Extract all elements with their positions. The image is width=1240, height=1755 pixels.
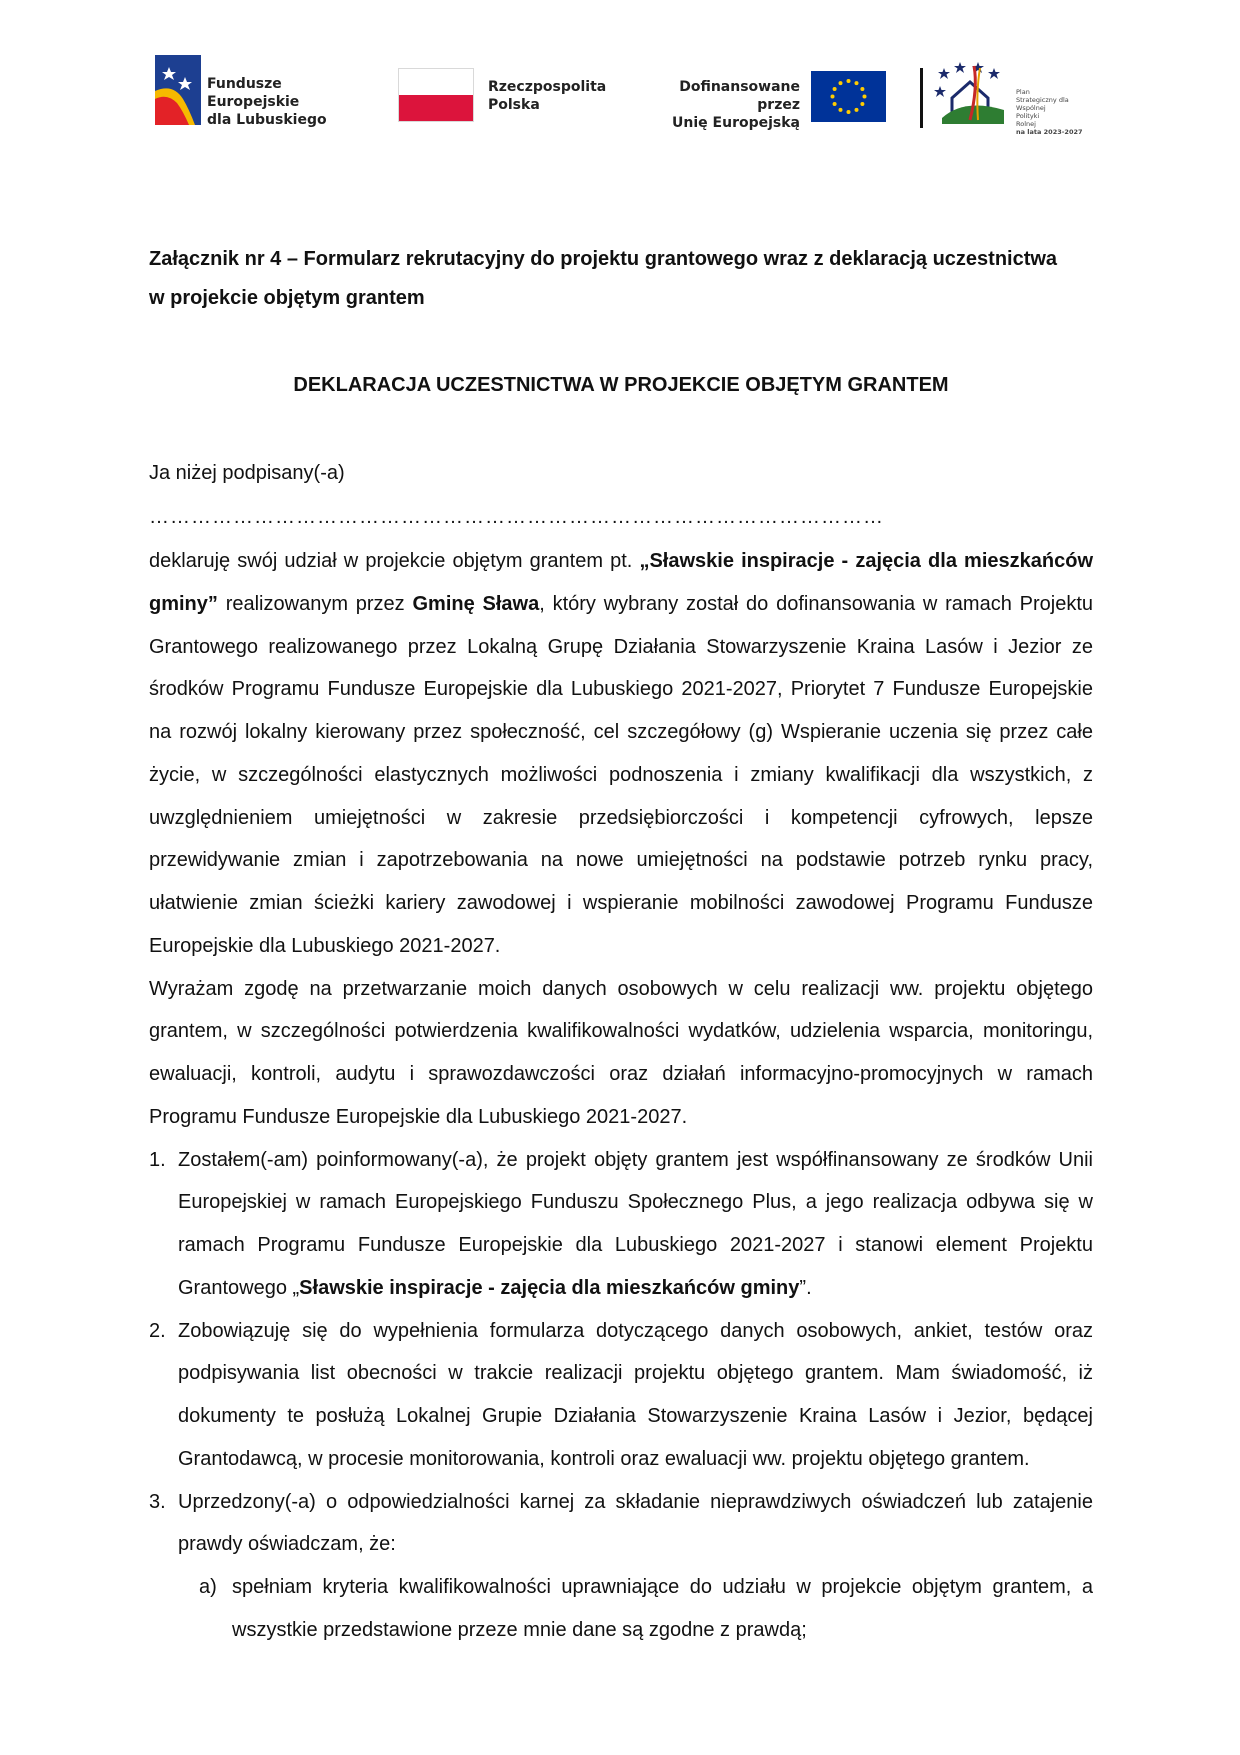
list-item-text-end: ”. [799, 1276, 812, 1299]
para1-text3: , który wybrany został do dofinansowania w ramach Projektu Grantowego realizowanego przez Lokalną Grupę Działania Stowarzyszenie Kraina Lasów i Jezior ze środków Programu Fundusze Europejskie dla Lubuskiego 2021-2027, Priorytet 7 Fundusze Europejskie na rozwój lokalny kierowany przez społeczność, cel szczegółowy (g) Wspieranie uczenia się przez całe życie, w szczególności elastycznych możliwości podnoszenia i zmiany kwalifikacji dla wszystkich, z uwzględnieniem umiejętności w zakresie przedsiębiorczości i kompetencji cyfrowych, lepsze przewidywanie zmian i zapotrzebowania na nowe umiejętności na podstawie potrzeb rynku pracy, ułatwienie zmian ścieżki kariery zawodowej i wspieranie mobilności zawodowej Programu Fundusze Europejskie dla Lubuskiego 2021-2027. [149, 592, 1094, 957]
attachment-heading-line2: w projekcie objętym grantem [149, 287, 425, 309]
document-title: DEKLARACJA UCZESTNICTWA W PROJEKCIE OBJĘTYM GRANTEM [293, 374, 949, 396]
psp-logo-line5: Rolnej [1016, 120, 1036, 128]
fe-logo-line2: dla Lubuskiego [207, 112, 327, 128]
declaration-list [149, 1139, 1093, 1652]
fe-logo-line1: Fundusze Europejskie [207, 76, 300, 110]
list-item-text: Zostałem(-am) poinformowany(-a), że projekt objęty grantem jest współfinansowany ze środków Unii Europejskiej w ramach Europejskiego Funduszu Społecznego Plus, a jego realizacja odbywa się w ramach Programu Fundusze Europejskie dla Lubuskiego 2021-2027 i stanowi element Projektu Grantowego „ [178, 1148, 1093, 1299]
list-item-number: 3. [149, 1490, 166, 1513]
sublist-item-text: spełniam kryteria kwalifikowalności uprawniające do udziału w projekcie objętym grantem, a wszystkie przedstawione przeze mnie dane są zgodne z prawdą; [232, 1576, 1093, 1641]
list-item-text: Uprzedzony(-a) o odpowiedzialności karnej za składanie nieprawdziwych oświadczeń lub zatajenie prawdy oświadczam, że: [178, 1490, 1093, 1556]
rp-logo-line2: Polska [488, 97, 540, 113]
list-item [149, 1310, 1093, 1481]
attachment-heading [149, 240, 1093, 318]
declaration-paragraph [149, 540, 1093, 968]
logo-bar [0, 0, 1240, 150]
list-item-text: Zobowiązuję się do wypełnienia formularza dotyczącego danych osobowych, ankiet, testów oraz podpisywania list obecności w trakcie realizacji projektu objętego grantem. Mam świadomość, iż dokumenty te posłużą Lokalnej Grupie Działania Stowarzyszenie Kraina Lasów i Jezior, będącej Grantodawcą, w procesie monitorowania, kontroli oraz ewaluacji ww. projektu objętego grantem. [178, 1319, 1093, 1470]
para1-text1: deklaruję swój udział w projekcie objętym grantem pt. [149, 550, 640, 572]
municipality-name: Gminę Sława [412, 592, 540, 615]
sublist-item-letter: a) [199, 1576, 217, 1598]
eu-flag-icon [811, 71, 886, 122]
list-item [149, 1481, 1093, 1652]
eu-logo-line2: Unię Europejską [672, 115, 800, 131]
attachment-heading-line1: Załącznik nr 4 – Formularz rekrutacyjny do projektu grantowego wraz z deklaracją uczestnictwa [149, 248, 1058, 270]
polish-flag-icon [398, 68, 474, 122]
declaration-body [149, 540, 1093, 1652]
sublist-item [149, 1566, 1093, 1652]
eu-logo-text [640, 78, 800, 132]
signer-name-field: …………………………………………………………………………………………… [149, 506, 884, 528]
psp-logo-line1: Plan [1016, 88, 1030, 96]
list-item [149, 1139, 1093, 1310]
project-title: „Sławskie inspiracje - zajęcia dla mieszkańców gminy” [149, 550, 1094, 615]
list-item-number: 1. [149, 1148, 166, 1171]
psp-logo-line6: na lata 2023-2027 [1016, 128, 1083, 136]
consent-paragraph: Wyrażam zgodę na przetwarzanie moich danych osobowych w celu realizacji ww. projektu objętego grantem, w szczególności potwierdzenia kwalifikowalności wydatków, udzielenia wsparcia, monitoringu, ewaluacji, kontroli, audytu i sprawozdawczości oraz działań informacyjno-promocyjnych w ramach Programu Fundusze Europejskie dla Lubuskiego 2021-2027. [149, 977, 1093, 1128]
list-item-number: 2. [149, 1319, 166, 1342]
psp-logo-text [1016, 88, 1083, 136]
declaration-sublist [149, 1566, 1093, 1652]
eu-logo-line1: Dofinansowane przez [679, 79, 800, 113]
project-title-bold: Sławskie inspiracje - zajęcia dla mieszkańców gminy [299, 1276, 800, 1299]
psp-logo-line4: Polityki [1016, 112, 1040, 120]
para1-text2: realizowanym przez [217, 592, 413, 615]
fe-emblem-icon [155, 55, 201, 125]
rp-logo-text [488, 78, 606, 114]
psp-emblem-icon [934, 58, 1012, 130]
fundusze-europejskie-logo [155, 55, 355, 128]
signer-intro: Ja niżej podpisany(-a) [149, 462, 345, 484]
psp-logo-line3: Wspólnej [1016, 104, 1046, 112]
rp-logo-line1: Rzeczpospolita [488, 79, 607, 95]
psp-logo-line2: Strategiczny dla [1016, 96, 1069, 104]
logo-separator [920, 68, 923, 128]
